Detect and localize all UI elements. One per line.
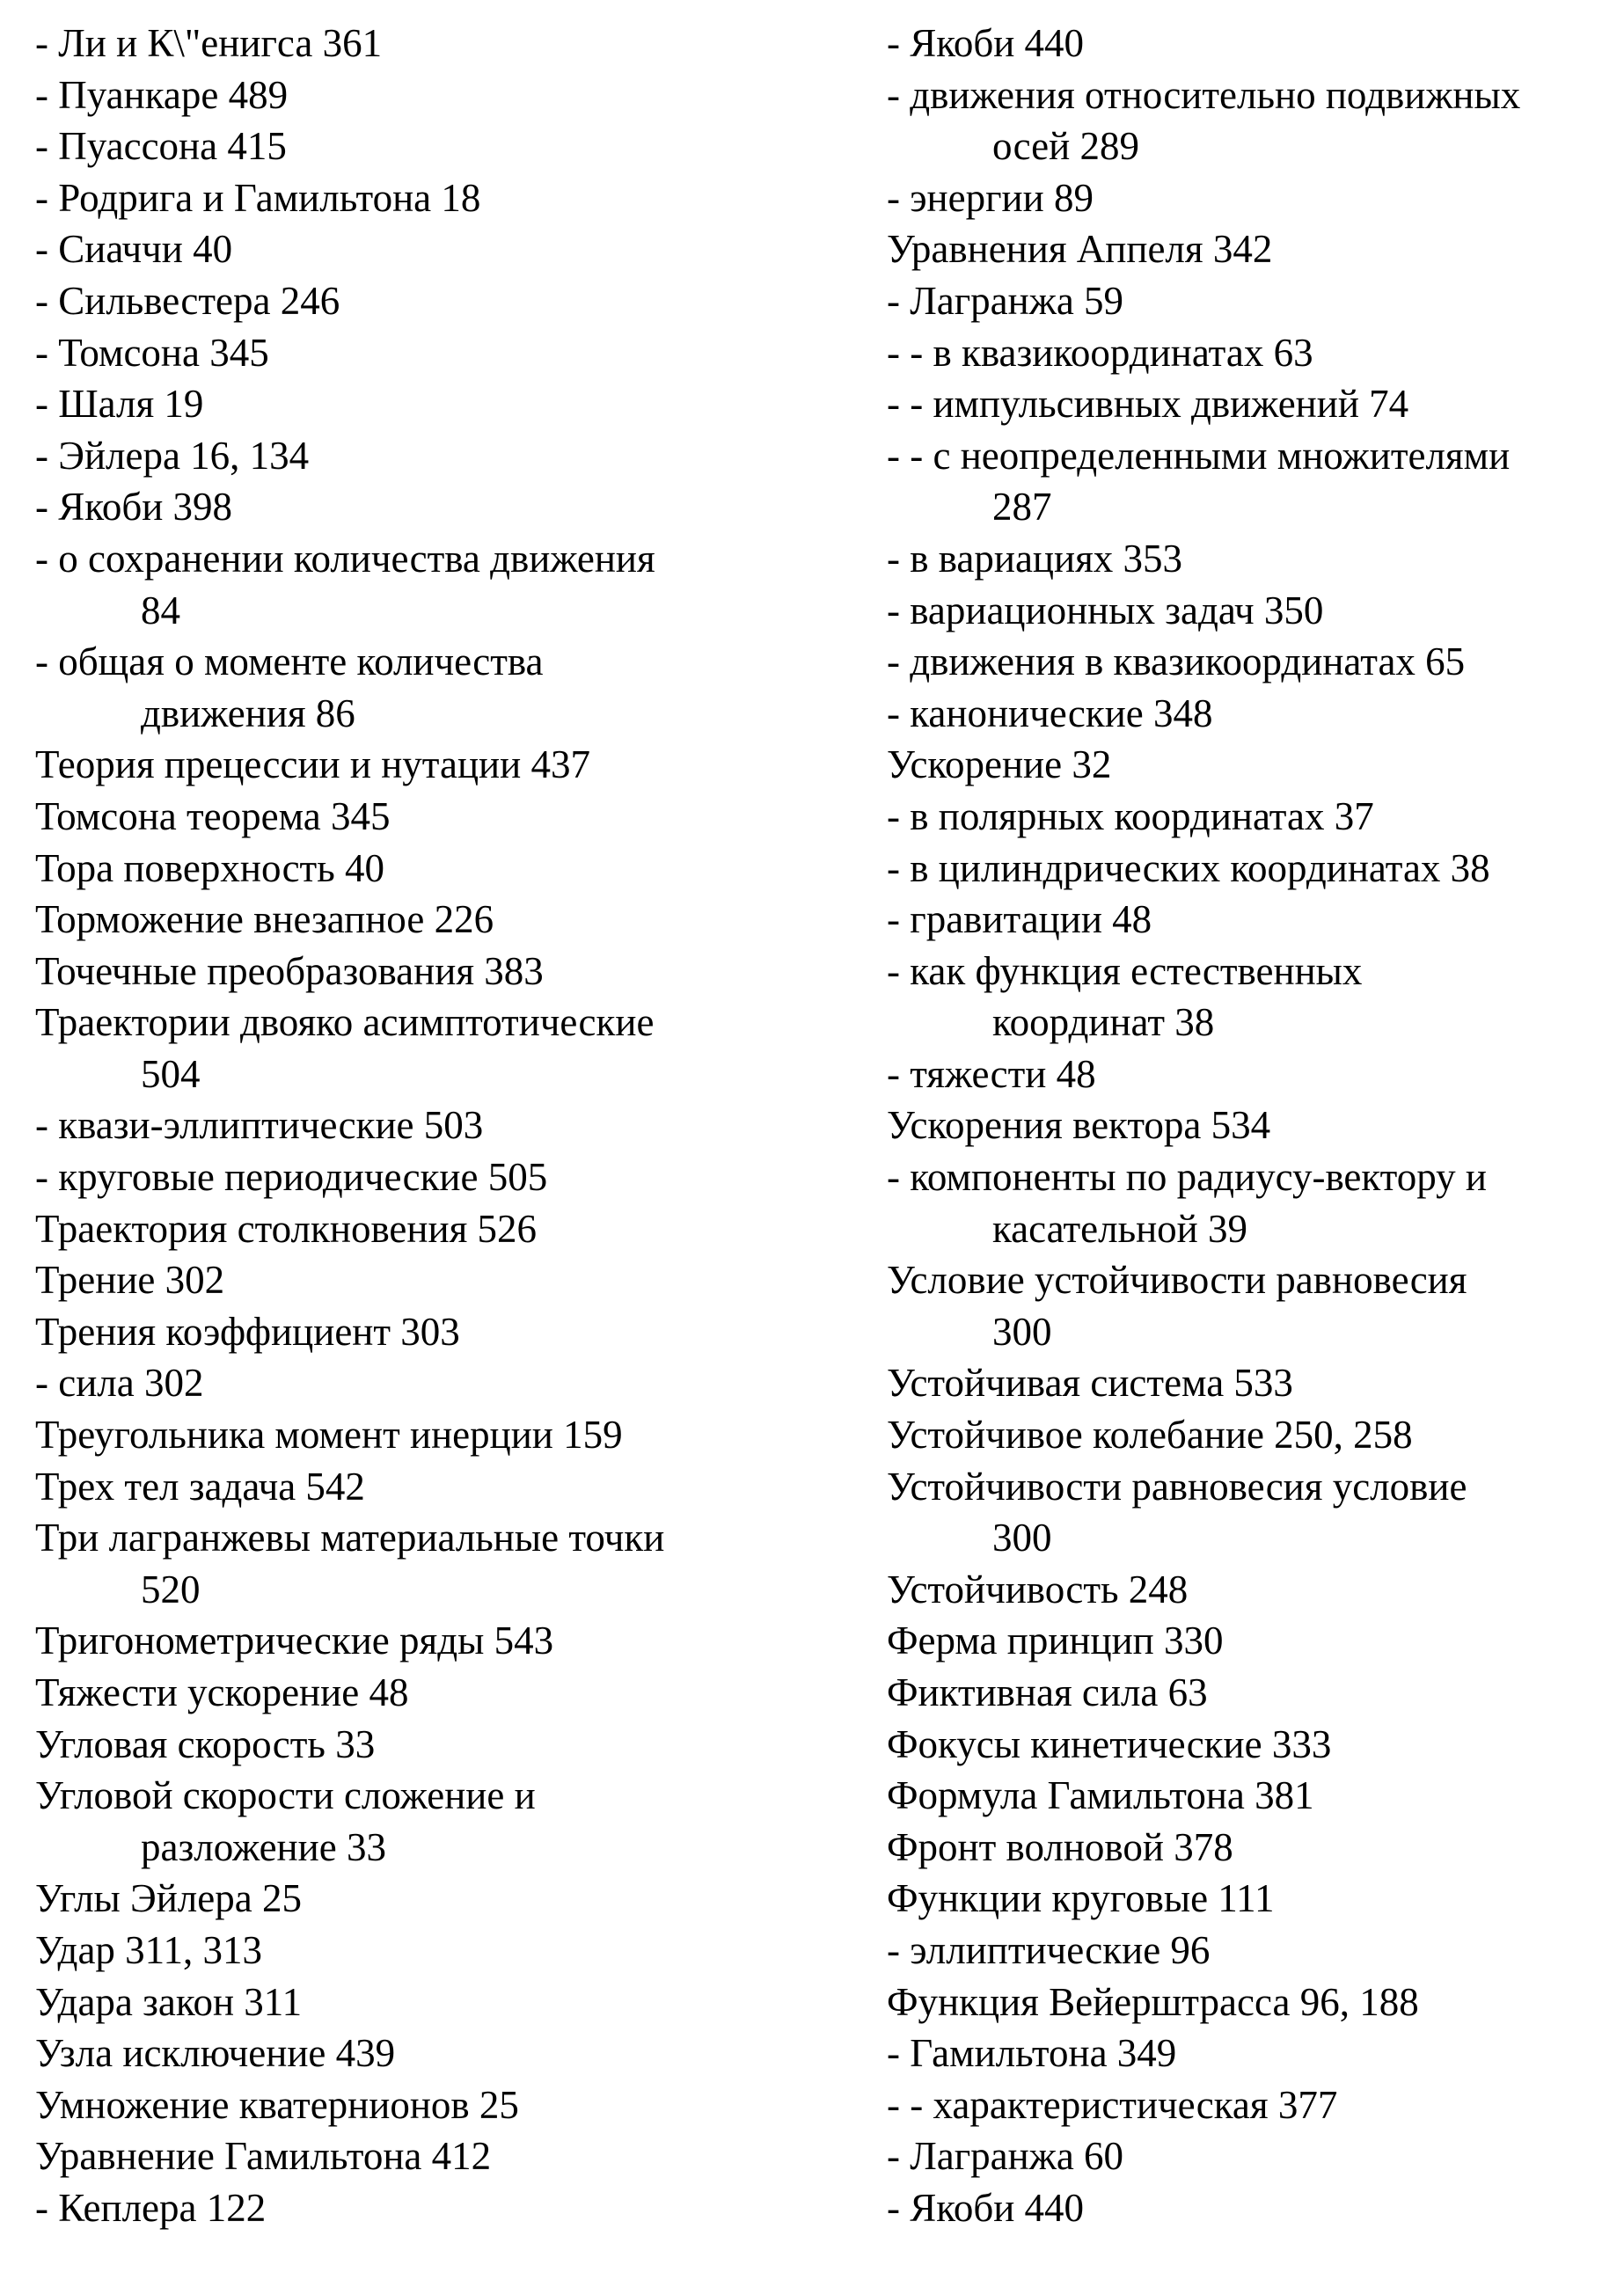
- index-entry: [35, 2130, 871, 2182]
- index-entry: [887, 1049, 1617, 1100]
- index-entry: [35, 430, 871, 482]
- index-entry-text: Траектория столкновения 526: [35, 1206, 538, 1251]
- index-entry-text: - энергии 89: [887, 175, 1094, 220]
- index-entry-text: Уравнения Аппеля 342: [887, 227, 1273, 272]
- index-entry: [887, 946, 1617, 1049]
- index-entry: [35, 69, 871, 121]
- index-entry: [35, 1977, 871, 2028]
- index-entry-text: - - в квазикоординатах 63: [887, 330, 1313, 375]
- index-entry: [887, 636, 1617, 688]
- index-entry: [887, 1719, 1617, 1771]
- index-entry-text: - Якоби 440: [887, 2185, 1085, 2230]
- index-entry-text: Узла исключение 439: [35, 2031, 396, 2076]
- index-entry: [887, 18, 1617, 69]
- index-entry-text: - Эйлера 16, 134: [35, 433, 310, 478]
- index-column-right: [887, 18, 1617, 2234]
- index-entry-text: - Пуанкаре 489: [35, 72, 289, 117]
- index-entry: [35, 121, 871, 172]
- index-entry: [35, 636, 871, 739]
- index-entry-text: Тригонометрические ряды 543: [35, 1619, 554, 1663]
- index-entry: [887, 172, 1617, 224]
- index-entry: [35, 1306, 871, 1358]
- index-entry: [887, 1822, 1617, 1874]
- index-entry: [35, 223, 871, 275]
- index-entry: [35, 1461, 871, 1513]
- index-entry-text: Функция Вейерштрасса 96, 188: [887, 1979, 1419, 2024]
- index-entry: [35, 481, 871, 533]
- index-entry-text: Устойчивая система 533: [887, 1361, 1293, 1406]
- index-entry-text: Ферма принцип 330: [887, 1619, 1224, 1663]
- index-entry-text: Уравнение Гамильтона 412: [35, 2134, 492, 2179]
- index-entry: [35, 1925, 871, 1977]
- index-entry: [35, 1512, 871, 1615]
- index-entry: [887, 430, 1617, 533]
- index-entry-text: Траектории двояко асимптотические: [35, 1000, 655, 1045]
- index-entry-text: Фокусы кинетические 333: [887, 1721, 1332, 1766]
- index-entry-text: Ускорение 32: [887, 742, 1112, 787]
- index-entry: [35, 2079, 871, 2131]
- index-entry-text: Ускорения вектора 534: [887, 1103, 1271, 1148]
- index-entry: [887, 69, 1617, 172]
- index-entry: [887, 1254, 1617, 1357]
- index-entry-text: Удара закон 311: [35, 1979, 303, 2024]
- index-entry: [887, 894, 1617, 946]
- index-entry-text: Удар 311, 313: [35, 1927, 263, 1972]
- index-entry-text: - Лагранжа 59: [887, 278, 1124, 323]
- index-entry: [35, 997, 871, 1100]
- index-entry: [35, 18, 871, 69]
- index-entry: [887, 223, 1617, 275]
- index-entry-text: Умножение кватернионов 25: [35, 2082, 519, 2127]
- index-entry: [35, 1357, 871, 1409]
- index-entry-text: - круговые периодические 505: [35, 1155, 548, 1200]
- index-entry-text: - тяжести 48: [887, 1051, 1096, 1096]
- index-entry-text: Фиктивная сила 63: [887, 1670, 1208, 1714]
- index-entry: [35, 1667, 871, 1719]
- index-entry: [887, 2079, 1617, 2131]
- index-entry: [35, 1770, 871, 1873]
- index-entry-text: - общая о моменте количества: [35, 639, 544, 684]
- index-entry-text: Трения коэффициент 303: [35, 1309, 460, 1354]
- index-entry-text: - Якоби 398: [35, 485, 233, 530]
- index-entry-continuation: движения 86: [141, 691, 355, 735]
- index-entry-text: Угловой скорости сложение и: [35, 1773, 536, 1818]
- index-entry-continuation: 300: [992, 1516, 1052, 1560]
- index-entry: [35, 1873, 871, 1925]
- index-entry-continuation: 287: [992, 485, 1052, 530]
- index-entry-text: Томсона теорема 345: [35, 793, 391, 838]
- index-entry-text: Устойчивое колебание 250, 258: [887, 1413, 1413, 1458]
- index-entry-continuation: разложение 33: [141, 1824, 386, 1869]
- index-entry: [35, 275, 871, 327]
- index-entry: [887, 739, 1617, 791]
- index-entry-text: - - с неопределенными множителями: [887, 433, 1511, 478]
- index-entry-text: - Лагранжа 60: [887, 2134, 1124, 2179]
- index-entry-text: - о сохранении количества движения: [35, 536, 655, 581]
- index-entry: [887, 1151, 1617, 1254]
- index-entry: [887, 275, 1617, 327]
- index-entry-text: Трение 302: [35, 1258, 225, 1303]
- index-entry: [887, 1873, 1617, 1925]
- index-entry: [887, 1977, 1617, 2028]
- index-entry-continuation: 520: [141, 1567, 201, 1611]
- index-entry-continuation: осей 289: [992, 124, 1139, 169]
- index-entry: [35, 1100, 871, 1151]
- index-entry-continuation: касательной 39: [992, 1206, 1248, 1251]
- index-entry-text: - Ли и К\"енигса 361: [35, 21, 383, 65]
- index-entry-text: - движения в квазикоординатах 65: [887, 639, 1466, 684]
- index-entry-text: - Якоби 440: [887, 21, 1085, 65]
- index-entry-text: - в цилиндрических координатах 38: [887, 845, 1490, 890]
- index-entry: [887, 843, 1617, 895]
- index-entry: [35, 739, 871, 791]
- index-entry: [35, 1409, 871, 1461]
- index-entry-text: Теория прецессии и нутации 437: [35, 742, 590, 787]
- index-entry: [887, 1925, 1617, 1977]
- index-entry: [887, 2028, 1617, 2079]
- index-entry-text: Торможение внезапное 226: [35, 897, 494, 942]
- index-entry-text: - в полярных координатах 37: [887, 793, 1374, 838]
- index-entry-text: Углы Эйлера 25: [35, 1876, 302, 1921]
- index-entry-text: - Пуассона 415: [35, 124, 287, 169]
- index-entry-text: - Кеплера 122: [35, 2185, 267, 2230]
- index-entry: [887, 1667, 1617, 1719]
- index-entry: [35, 946, 871, 998]
- index-entry: [35, 791, 871, 843]
- index-entry-text: Точечные преобразования 383: [35, 948, 544, 993]
- index-entry-text: Условие устойчивости равновесия: [887, 1258, 1467, 1303]
- index-entry: [887, 1100, 1617, 1151]
- index-entry-text: - гравитации 48: [887, 897, 1152, 942]
- index-entry-text: - Родрига и Гамильтона 18: [35, 175, 481, 220]
- index-entry: [887, 2182, 1617, 2234]
- index-entry: [887, 1461, 1617, 1564]
- index-entry-text: - эллиптические 96: [887, 1927, 1211, 1972]
- index-entry: [887, 1770, 1617, 1822]
- index-entry-text: - как функция естественных: [887, 948, 1363, 993]
- index-entry-text: - квази-эллиптические 503: [35, 1103, 484, 1148]
- index-entry: [35, 327, 871, 379]
- index-entry: [887, 688, 1617, 740]
- index-entry: [887, 585, 1617, 637]
- index-entry-text: - вариационных задач 350: [887, 588, 1324, 632]
- index-entry-text: - сила 302: [35, 1361, 204, 1406]
- index-entry: [35, 1203, 871, 1255]
- index-entry: [35, 378, 871, 430]
- index-entry: [887, 1615, 1617, 1667]
- index-entry: [887, 1357, 1617, 1409]
- index-entry-text: Фронт волновой 378: [887, 1824, 1233, 1869]
- index-entry: [35, 533, 871, 636]
- index-entry-text: Угловая скорость 33: [35, 1721, 376, 1766]
- index-column-left: [35, 18, 871, 2234]
- index-entry-text: - Гамильтона 349: [887, 2031, 1177, 2076]
- index-entry-text: Функции круговые 111: [887, 1876, 1275, 1921]
- index-entry-text: - в вариациях 353: [887, 536, 1183, 581]
- index-entry-text: - Шаля 19: [35, 382, 204, 427]
- index-entry: [35, 2028, 871, 2079]
- index-entry-text: Три лагранжевы материальные точки: [35, 1516, 665, 1560]
- index-entry-text: - Сиаччи 40: [35, 227, 233, 272]
- index-entry-text: - движения относительно подвижных: [887, 72, 1521, 117]
- index-entry: [887, 1409, 1617, 1461]
- index-entry: [887, 327, 1617, 379]
- index-entry: [35, 2182, 871, 2234]
- index-entry-text: - компоненты по радиусу-вектору и: [887, 1155, 1487, 1200]
- index-entry-text: Трех тел задача 542: [35, 1464, 365, 1509]
- index-entry: [35, 1151, 871, 1203]
- index-entry-text: Устойчивости равновесия условие: [887, 1464, 1467, 1509]
- index-entry-text: - Сильвестера 246: [35, 278, 340, 323]
- index-entry: [887, 791, 1617, 843]
- index-entry-text: - - характеристическая 377: [887, 2082, 1338, 2127]
- index-entry-text: - - импульсивных движений 74: [887, 382, 1409, 427]
- index-entry: [887, 533, 1617, 585]
- index-entry-text: - канонические 348: [887, 691, 1213, 735]
- index-entry-text: Тяжести ускорение 48: [35, 1670, 409, 1714]
- index-entry-text: Формула Гамильтона 381: [887, 1773, 1314, 1818]
- index-entry: [35, 1254, 871, 1306]
- index-entry: [887, 2130, 1617, 2182]
- index-entry: [887, 378, 1617, 430]
- index-entry: [35, 1615, 871, 1667]
- index-entry-continuation: 84: [141, 588, 180, 632]
- index-entry-text: - Томсона 345: [35, 330, 269, 375]
- index-entry-continuation: 300: [992, 1309, 1052, 1354]
- index-entry-text: Устойчивость 248: [887, 1567, 1189, 1611]
- index-entry: [35, 1719, 871, 1771]
- index-entry-text: Тора поверхность 40: [35, 845, 384, 890]
- index-entry-text: Треугольника момент инерции 159: [35, 1413, 623, 1458]
- index-entry: [35, 894, 871, 946]
- index-entry: [887, 1564, 1617, 1616]
- index-entry-continuation: 504: [141, 1051, 201, 1096]
- index-entry-continuation: координат 38: [992, 1000, 1215, 1045]
- index-entry: [35, 172, 871, 224]
- index-entry: [35, 843, 871, 895]
